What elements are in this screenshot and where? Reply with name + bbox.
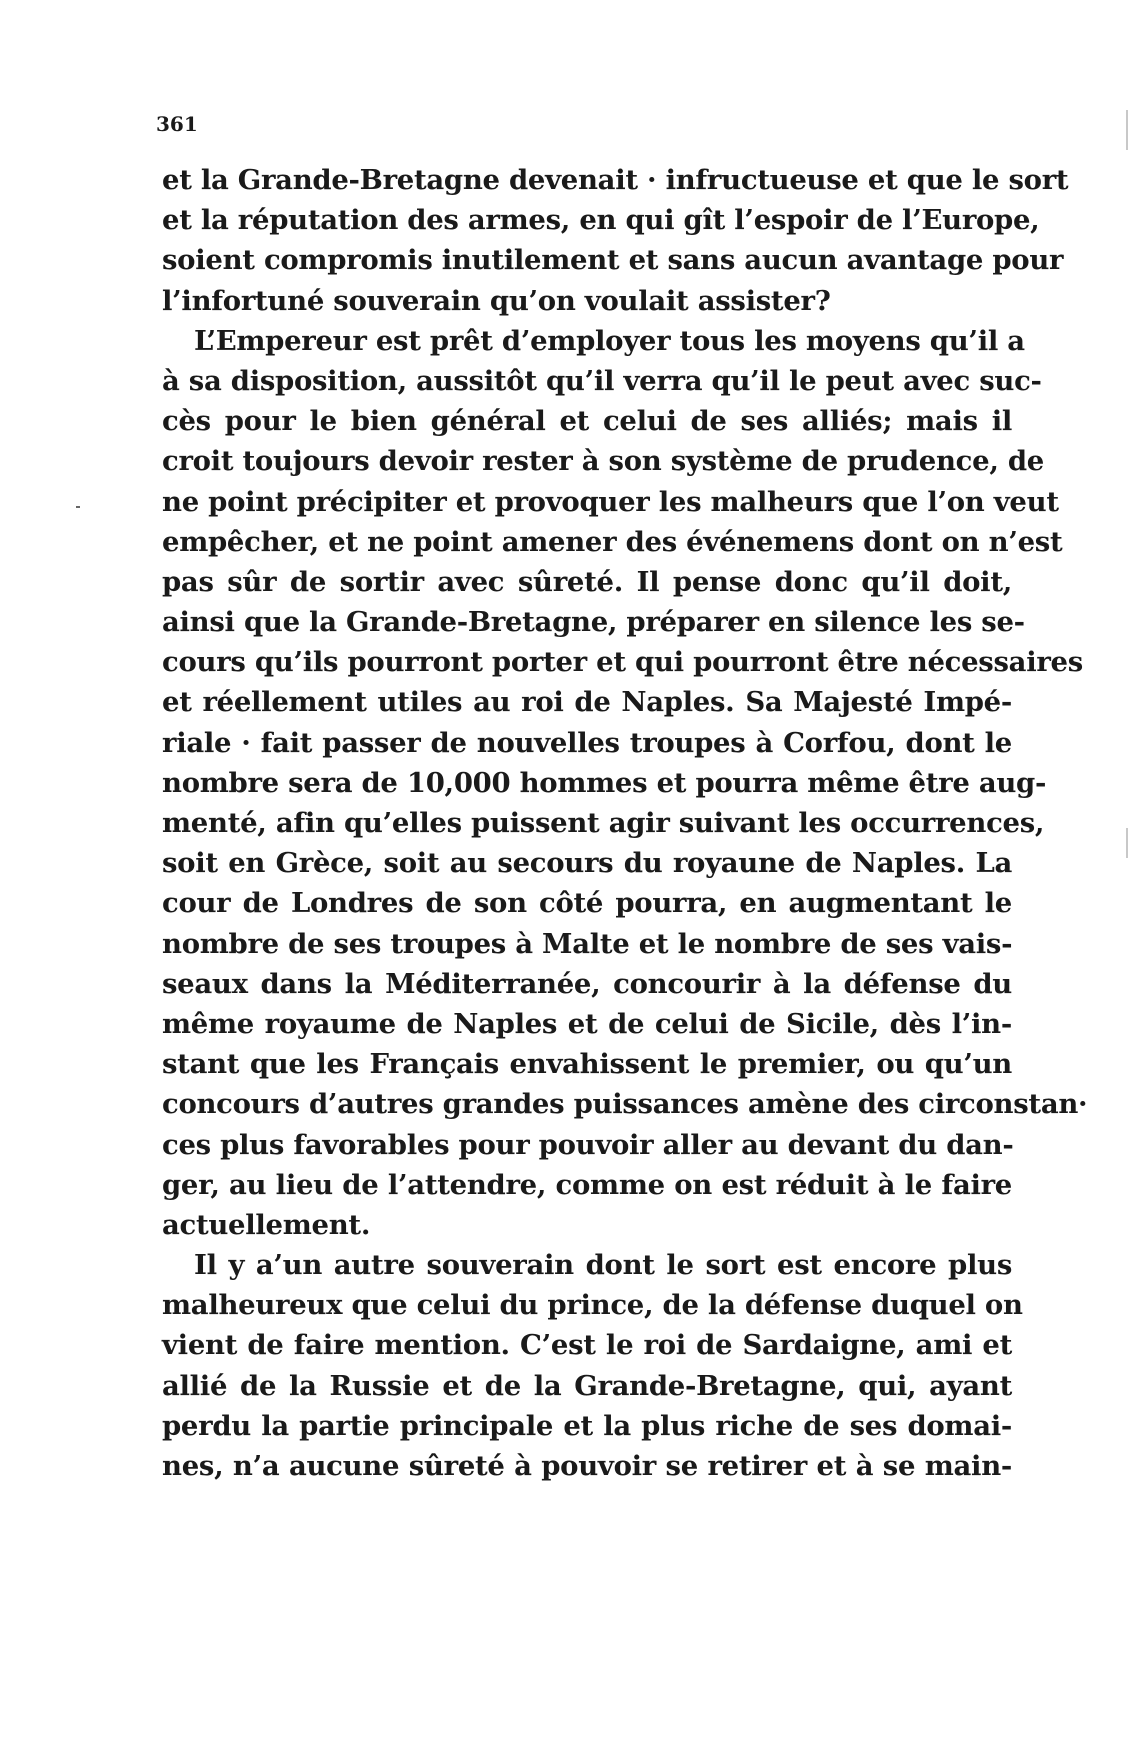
text-line: seaux dans la Méditerranée, concourir à la défense du	[162, 967, 1012, 1000]
text-line: ainsi que la Grande-Bretagne, préparer en silence les se-	[162, 606, 1025, 639]
text-line: ne point précipiter et provoquer les malheurs que l’on veut	[162, 485, 1059, 518]
text-line: même royaume de Naples et de celui de Sicile, dès l’in-	[162, 1007, 1012, 1040]
text-line: stant que les Français envahissent le premier, ou qu’un	[162, 1048, 1012, 1081]
text-line: l’infortuné souverain qu’on voulait assister?	[162, 284, 831, 317]
text-line: concours d’autres grandes puissances amène des circonstan·	[162, 1088, 1088, 1121]
scan-speck	[76, 506, 80, 508]
text-line: soit en Grèce, soit au secours du royaune de Naples. La	[162, 847, 1012, 880]
text-line: et la Grande-Bretagne devenait · infructueuse et que le sort	[162, 164, 1069, 196]
text-line: ger, au lieu de l’attendre, comme on est réduit à le faire	[162, 1168, 1012, 1201]
text-line: cès pour le bien général et celui de ses alliés; mais il	[162, 405, 1012, 438]
text-line: menté, afin qu’elles puissent agir suivant les occurrences,	[162, 807, 1045, 839]
text-line: pas sûr de sortir avec sûreté. Il pense donc qu’il doit,	[162, 565, 1012, 598]
text-line: et la réputation des armes, en qui gît l’espoir de l’Europe,	[162, 204, 1040, 237]
scan-edge-mark	[1126, 828, 1128, 858]
text-line: allié de la Russie et de la Grande-Bretagne, qui, ayant	[162, 1369, 1012, 1402]
text-line: croit toujours devoir rester à son système de prudence, de	[162, 445, 1044, 478]
text-line: riale · fait passer de nouvelles troupes à Corfou, dont le	[162, 726, 1012, 759]
text-line: actuellement.	[162, 1208, 371, 1241]
text-line: cours qu’ils pourront porter et qui pourront être nécessaires	[162, 646, 1083, 679]
text-line: perdu la partie principale et la plus riche de ses domai-	[162, 1409, 1012, 1442]
text-line: L’Empereur est prêt d’employer tous les moyens qu’il a	[194, 324, 1025, 357]
text-line: nombre sera de 10,000 hommes et pourra même être aug-	[162, 766, 1047, 799]
text-line: à sa disposition, aussitôt qu’il verra qu’il le peut avec suc-	[162, 364, 1042, 397]
text-line: empêcher, et ne point amener des événemens dont on n’est	[162, 525, 1063, 558]
scan-edge-mark	[1126, 110, 1128, 150]
text-line: soient compromis inutilement et sans aucun avantage pour	[162, 244, 1064, 277]
text-line: nombre de ses troupes à Malte et le nombre de ses vais-	[162, 927, 1013, 960]
text-line: malheureux que celui du prince, de la défense duquel on	[162, 1289, 1023, 1322]
body-text	[162, 160, 1088, 1486]
page-number: 361	[156, 112, 198, 136]
text-line: Il y a’un autre souverain dont le sort est encore plus	[194, 1249, 1012, 1282]
text-line: et réellement utiles au roi de Naples. Sa Majesté Impé-	[162, 686, 1012, 719]
text-line: cour de Londres de son côté pourra, en augmentant le	[162, 887, 1012, 920]
text-line: ces plus favorables pour pouvoir aller au devant du dan-	[162, 1128, 1014, 1161]
text-line: vient de faire mention. C’est le roi de Sardaigne, ami et	[162, 1329, 1012, 1362]
text-line: nes, n’a aucune sûreté à pouvoir se retirer et à se main-	[162, 1450, 1012, 1482]
